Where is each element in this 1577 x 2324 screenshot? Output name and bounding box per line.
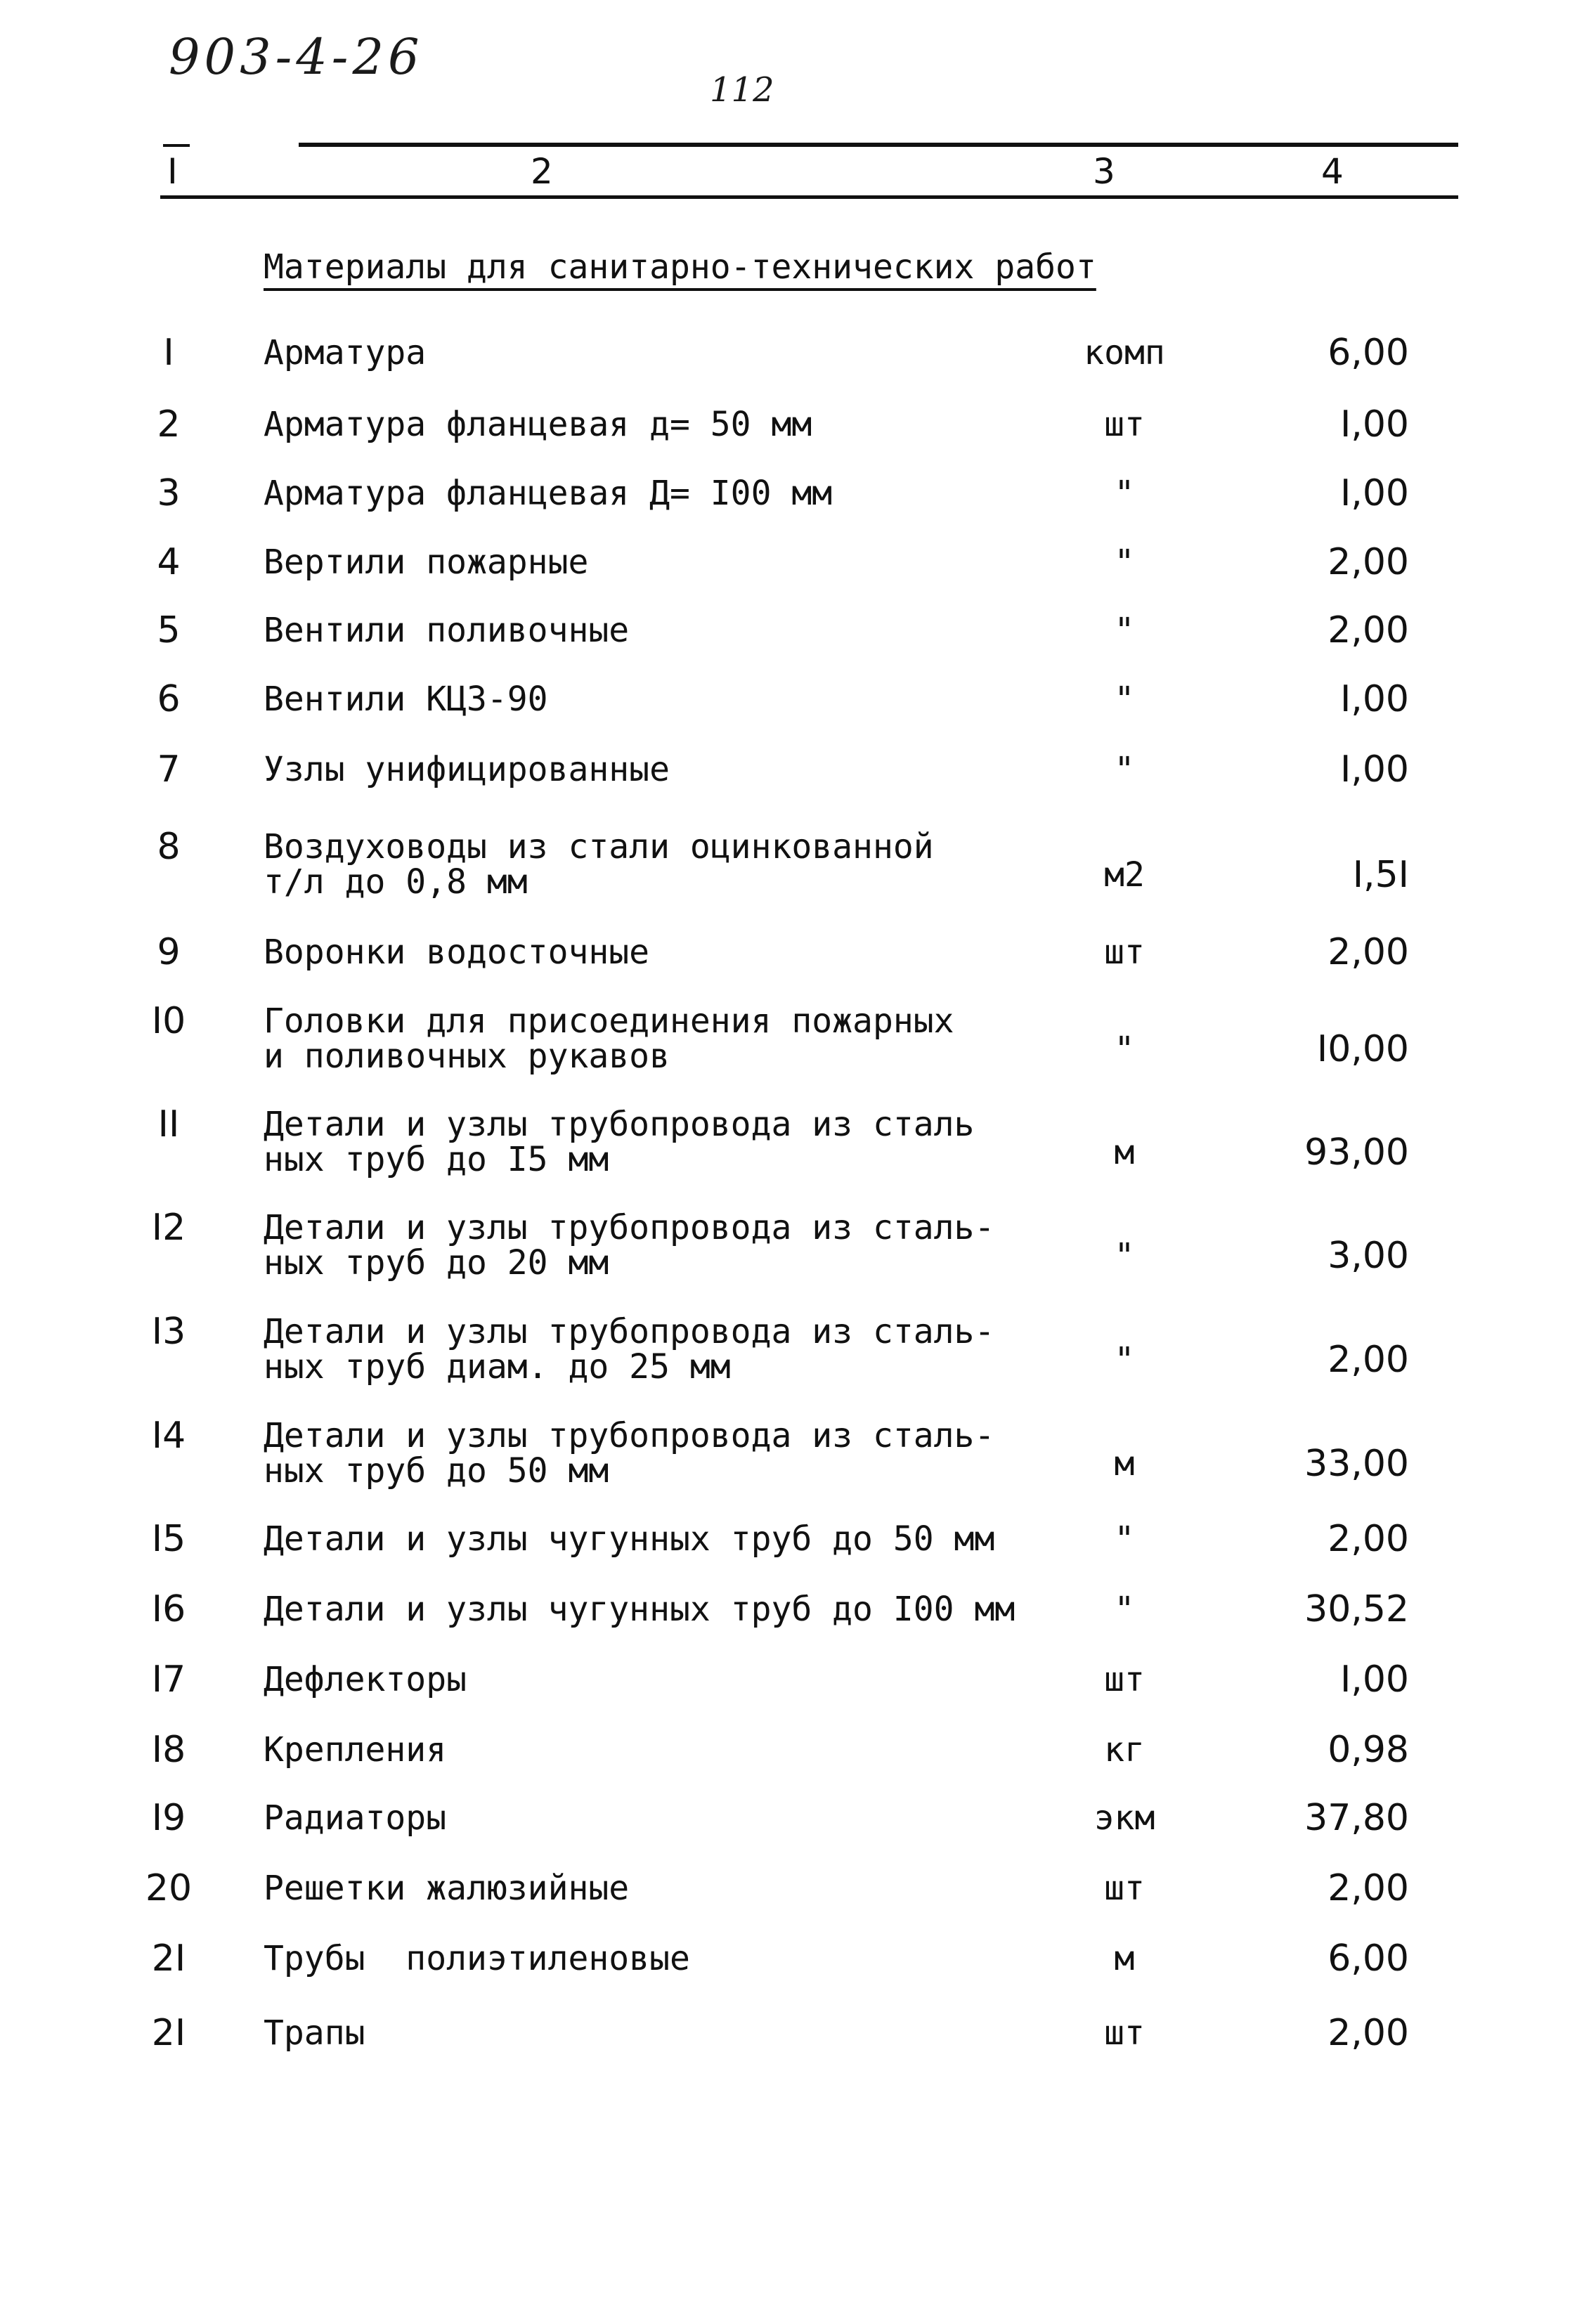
- row-number: I4: [151, 1415, 186, 1457]
- quantity: 2,00: [1328, 931, 1409, 973]
- quantity: I,5I: [1352, 854, 1409, 896]
- column-number-4: 4: [1321, 151, 1344, 192]
- row-number: I2: [151, 1207, 186, 1249]
- unit-of-measure: комп: [1084, 333, 1165, 372]
- unit-of-measure: шт: [1104, 405, 1145, 444]
- unit-of-measure: ": [1114, 680, 1135, 719]
- unit-of-measure: кг: [1104, 1730, 1145, 1770]
- quantity: 37,80: [1304, 1797, 1409, 1839]
- unit-of-measure: ": [1114, 750, 1135, 789]
- quantity: I0,00: [1316, 1028, 1409, 1070]
- item-name: Вентили КЦЗ-90: [264, 680, 548, 719]
- row-number: II: [157, 1103, 180, 1145]
- item-name: Арматура фланцевая Д= I00 мм: [264, 474, 833, 513]
- quantity: I,00: [1339, 472, 1409, 514]
- quantity: 2,00: [1328, 541, 1409, 583]
- row-number: 7: [157, 748, 181, 791]
- row-number: I6: [151, 1588, 186, 1630]
- row-number: 2I: [151, 2012, 186, 2054]
- quantity: I,00: [1339, 748, 1409, 791]
- row-number: I5: [151, 1518, 186, 1560]
- item-name: Узлы унифицированные: [264, 750, 670, 789]
- row-number: 5: [157, 609, 181, 651]
- row-number: I9: [151, 1797, 186, 1839]
- column-number-2: 2: [531, 151, 553, 192]
- item-name: Воздуховоды из стали оцинкованной т/л до 0,8 мм: [264, 827, 934, 902]
- row-number: I7: [151, 1658, 186, 1701]
- unit-of-measure: м: [1114, 1939, 1135, 1978]
- quantity: I,00: [1339, 403, 1409, 446]
- row-number: 2: [157, 403, 181, 446]
- quantity: 93,00: [1304, 1131, 1409, 1174]
- unit-of-measure: ": [1114, 1340, 1135, 1380]
- quantity: 2,00: [1328, 609, 1409, 651]
- row-number: I3: [151, 1311, 186, 1353]
- unit-of-measure: ": [1114, 1030, 1135, 1069]
- unit-of-measure: экм: [1093, 1798, 1155, 1838]
- item-name: Трапы: [264, 2013, 365, 2053]
- unit-of-measure: шт: [1104, 2013, 1145, 2053]
- row-number: 4: [157, 541, 181, 583]
- item-name: Радиаторы: [264, 1798, 447, 1838]
- quantity: 30,52: [1304, 1588, 1409, 1630]
- row-number: I8: [151, 1729, 186, 1771]
- item-name: Арматура фланцевая д= 50 мм: [264, 405, 812, 444]
- quantity: I,00: [1339, 678, 1409, 720]
- quantity: 6,00: [1328, 1937, 1409, 1980]
- row-number: 2I: [151, 1937, 186, 1980]
- quantity: 3,00: [1328, 1235, 1409, 1277]
- unit-of-measure: шт: [1104, 933, 1145, 972]
- item-name: Детали и узлы чугунных труб до I00 мм: [264, 1590, 1015, 1629]
- unit-of-measure: ": [1114, 474, 1135, 513]
- quantity: 2,00: [1328, 1867, 1409, 1909]
- item-name: Воронки водосточные: [264, 933, 650, 972]
- item-name: Вертили пожарные: [264, 543, 589, 582]
- row-number: I0: [151, 1000, 186, 1042]
- row-number: 3: [157, 472, 181, 514]
- quantity: 2,00: [1328, 1518, 1409, 1560]
- quantity: I,00: [1339, 1658, 1409, 1701]
- row-number: 20: [145, 1867, 193, 1909]
- document-code: 903-4-26: [169, 28, 424, 86]
- quantity: 0,98: [1328, 1729, 1409, 1771]
- unit-of-measure: ": [1114, 1519, 1135, 1559]
- item-name: Детали и узлы трубопровода из сталь- ных труб диам. до 25 мм: [264, 1312, 995, 1387]
- unit-of-measure: шт: [1104, 1660, 1145, 1699]
- item-name: Головки для присоединения пожарных и поливочных рукавов: [264, 1001, 954, 1076]
- column-number-3: 3: [1093, 151, 1115, 192]
- item-name: Дефлекторы: [264, 1660, 467, 1699]
- unit-of-measure: м: [1114, 1444, 1135, 1484]
- unit-of-measure: м: [1114, 1133, 1135, 1172]
- item-name: Детали и узлы трубопровода из сталь- ных труб до 50 мм: [264, 1416, 995, 1491]
- quantity: 33,00: [1304, 1443, 1409, 1485]
- item-name: Арматура: [264, 333, 427, 372]
- row-number: 8: [157, 826, 181, 868]
- unit-of-measure: ": [1114, 611, 1135, 650]
- item-name: Крепления: [264, 1730, 447, 1770]
- unit-of-measure: м2: [1104, 855, 1145, 895]
- item-name: Детали и узлы трубопровода из сталь- ных труб до 20 мм: [264, 1208, 995, 1283]
- item-name: Детали и узлы чугунных труб до 50 мм: [264, 1519, 995, 1559]
- section-title: Материалы для санитарно-технических работ: [264, 247, 1096, 287]
- item-name: Трубы полиэтиленовые: [264, 1939, 690, 1978]
- unit-of-measure: ": [1114, 1236, 1135, 1275]
- row-number: 6: [157, 678, 181, 720]
- item-name: Детали и узлы трубопровода из сталь ных труб до I5 мм: [264, 1105, 975, 1179]
- page-number: 112: [710, 70, 774, 110]
- unit-of-measure: ": [1114, 1590, 1135, 1629]
- quantity: 2,00: [1328, 1339, 1409, 1381]
- row-number: I: [163, 332, 174, 374]
- column-number-1: I: [167, 151, 178, 192]
- row-number: 9: [157, 931, 181, 973]
- item-name: Вентили поливочные: [264, 611, 630, 650]
- unit-of-measure: ": [1114, 543, 1135, 582]
- quantity: 6,00: [1328, 332, 1409, 374]
- unit-of-measure: шт: [1104, 1869, 1145, 1908]
- quantity: 2,00: [1328, 2012, 1409, 2054]
- item-name: Решетки жалюзийные: [264, 1869, 630, 1908]
